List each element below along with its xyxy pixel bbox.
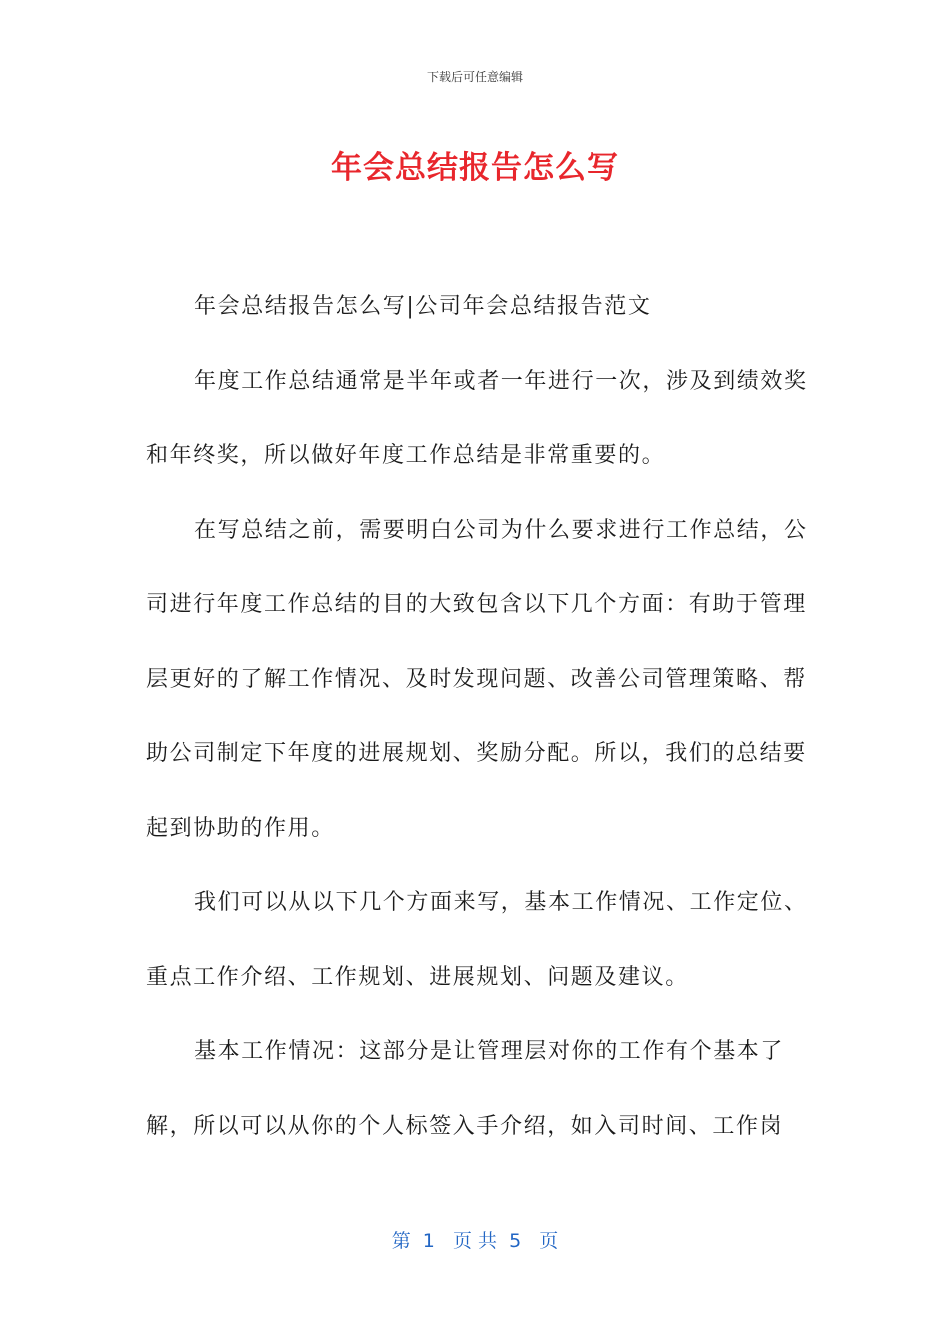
paragraph-aspects: 我们可以从以下几个方面来写，基本工作情况、工作定位、重点工作介绍、工作规划、进展规划、问题及建议。 [146, 890, 808, 990]
paragraph-intro: 年度工作总结通常是半年或者一年进行一次，涉及到绩效奖和年终奖，所以做好年度工作总结是非常重要的。 [146, 368, 808, 468]
page-number-footer: 第 1 页 共 5 页 [391, 1230, 559, 1252]
header-note: 下载后可任意编辑 [426, 70, 523, 84]
paragraph-subtitle: 年会总结报告怎么写|公司年会总结报告范文 [194, 294, 652, 319]
document-body [146, 270, 810, 1164]
paragraph-basic-info: 基本工作情况：这部分是让管理层对你的工作有个基本了解，所以可以从你的个人标签入手介绍，如入司时间、工作岗 [146, 1039, 785, 1139]
paragraph-purpose: 在写总结之前，需要明白公司为什么要求进行工作总结，公司进行年度工作总结的目的大致包含以下几个方面：有助于管理层更好的了解工作情况、及时发现问题、改善公司管理策略、帮助公司制定下年度的进展规划、奖励分配。所以，我们的总结要起到协助的作用。 [146, 517, 808, 841]
document-title: 年会总结报告怎么写 [331, 150, 619, 186]
